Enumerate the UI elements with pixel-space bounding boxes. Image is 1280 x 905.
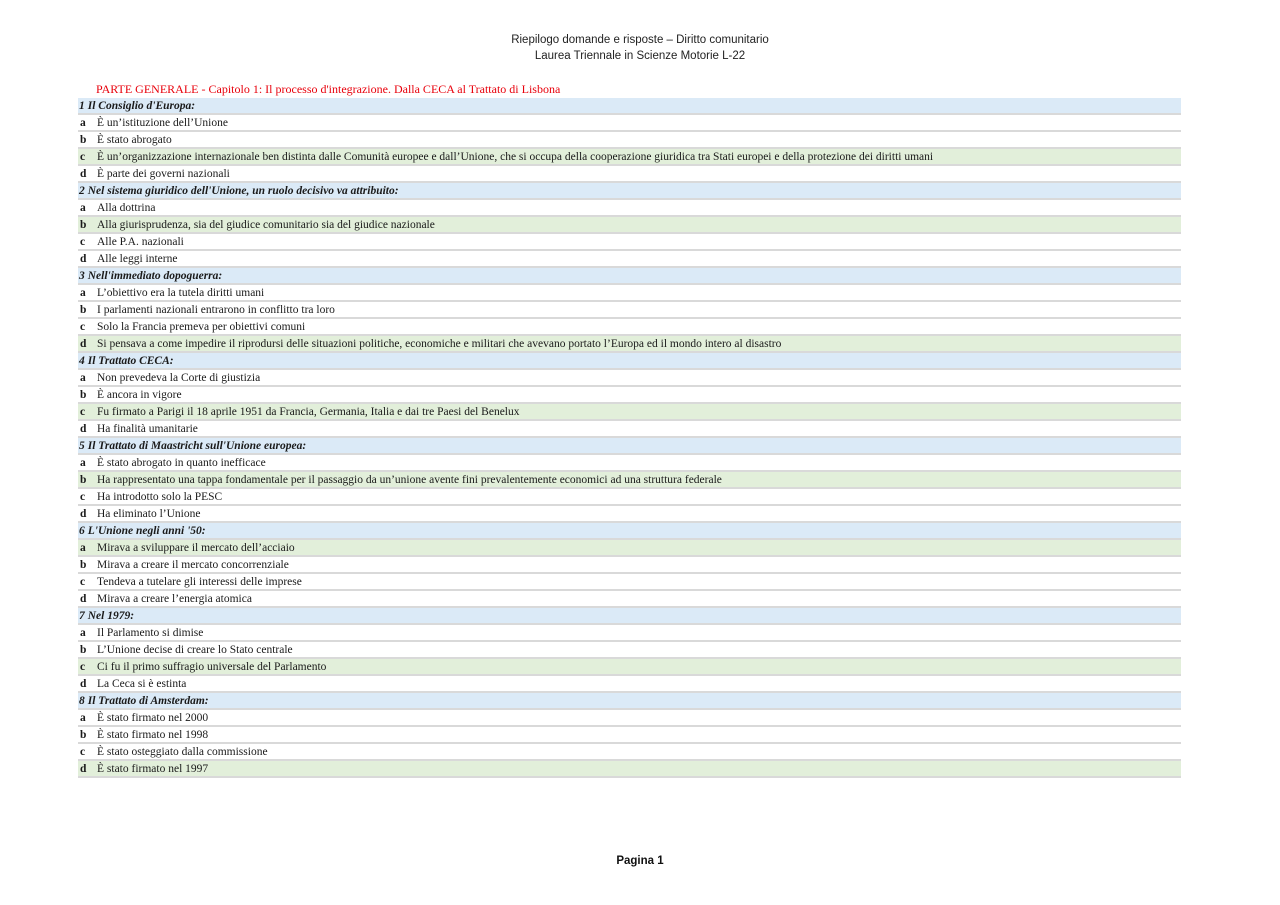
answer-letter: a: [80, 541, 86, 554]
question-number: 2: [79, 184, 85, 197]
question-text: L'Unione negli anni '50:: [87, 524, 206, 537]
question-row: [78, 693, 1181, 710]
answer-letter: d: [80, 167, 87, 180]
answer-row: [78, 489, 1181, 506]
question-text: Il Trattato CECA:: [87, 354, 174, 367]
answer-letter: c: [80, 320, 86, 333]
answer-text: Ha introdotto solo la PESC: [97, 490, 223, 503]
answer-row: [78, 744, 1181, 761]
question-row: [78, 98, 1181, 115]
answer-text: Ha finalità umanitarie: [97, 422, 198, 435]
answer-letter: b: [80, 728, 87, 741]
question-text: Nel sistema giuridico dell'Unione, un ruolo decisivo va attribuito:: [87, 184, 399, 197]
answer-text: L’Unione decise di creare lo Stato centrale: [97, 643, 293, 656]
question-text: Il Trattato di Amsterdam:: [87, 694, 209, 707]
question-text: Il Consiglio d'Europa:: [87, 99, 196, 112]
header-title: Riepilogo domande e risposte – Diritto comunitario: [511, 34, 769, 46]
question-number: 8: [79, 694, 85, 707]
answer-row: [78, 676, 1181, 693]
answer-text: Ha eliminato l’Unione: [97, 507, 201, 520]
answer-letter: c: [80, 660, 86, 673]
answer-text: È un’organizzazione internazionale ben distinta dalle Comunità europee e dall’Unione, che si occupa della cooperazione giuridica tra Stati europei e della protezione dei diritti umani: [97, 150, 934, 163]
answer-row: [78, 591, 1181, 608]
answer-row: [78, 115, 1181, 132]
answer-letter: b: [80, 218, 87, 231]
answer-row: [78, 319, 1181, 336]
answer-letter: d: [80, 252, 87, 265]
answer-row: [78, 421, 1181, 438]
answer-letter: c: [80, 150, 86, 163]
answer-letter: a: [80, 201, 86, 214]
question-row: [78, 268, 1181, 285]
answer-row-correct: [78, 217, 1181, 234]
answer-text: Mirava a sviluppare il mercato dell’acciaio: [97, 541, 295, 554]
answer-text: È stato abrogato: [97, 133, 172, 146]
answer-letter: c: [80, 235, 86, 248]
answer-letter: b: [80, 133, 87, 146]
answer-row: [78, 370, 1181, 387]
answer-row: [78, 625, 1181, 642]
answer-text: I parlamenti nazionali entrarono in conflitto tra loro: [97, 303, 335, 316]
question-number: 6: [79, 524, 85, 537]
answer-text: È stato osteggiato dalla commissione: [97, 745, 268, 758]
answer-text: Alle P.A. nazionali: [97, 235, 184, 248]
answer-row: [78, 251, 1181, 268]
question-text: Nel 1979:: [87, 609, 135, 622]
answer-row: [78, 387, 1181, 404]
answer-row: [78, 574, 1181, 591]
answer-row: [78, 727, 1181, 744]
answer-letter: a: [80, 456, 86, 469]
answer-text: Ci fu il primo suffragio universale del Parlamento: [97, 660, 327, 673]
answer-letter: a: [80, 711, 86, 724]
answer-row-correct: [78, 404, 1181, 421]
answer-letter: a: [80, 116, 86, 129]
page-number: Pagina 1: [616, 855, 664, 867]
answer-letter: d: [80, 337, 87, 350]
answer-row-correct: [78, 540, 1181, 557]
question-row: [78, 608, 1181, 625]
answer-letter: d: [80, 592, 87, 605]
answer-row-correct: [78, 659, 1181, 676]
question-number: 1: [79, 99, 85, 112]
answer-letter: b: [80, 303, 87, 316]
answer-letter: b: [80, 643, 87, 656]
header-subtitle: Laurea Triennale in Scienze Motorie L-22: [534, 50, 746, 62]
section-title: PARTE GENERALE - Capitolo 1: Il processo d'integrazione. Dalla CECA al Trattato di Lisbona: [96, 82, 561, 96]
answer-letter: c: [80, 490, 86, 503]
answer-text: È stato firmato nel 1998: [97, 728, 209, 741]
answer-text: Alle leggi interne: [97, 252, 178, 265]
answer-row-correct: [78, 472, 1181, 489]
answer-text: Fu firmato a Parigi il 18 aprile 1951 da Francia, Germania, Italia e dai tre Paesi del Benelux: [97, 405, 520, 418]
answer-text: La Ceca si è estinta: [97, 677, 187, 690]
answer-row: [78, 132, 1181, 149]
answer-letter: c: [80, 575, 86, 588]
answer-text: Non prevedeva la Corte di giustizia: [97, 371, 261, 384]
question-number: 4: [79, 354, 85, 367]
answer-letter: b: [80, 558, 87, 571]
answer-row: [78, 557, 1181, 574]
question-row: [78, 183, 1181, 200]
question-number: 5: [79, 439, 85, 452]
question-text: Il Trattato di Maastricht sull'Unione europea:: [87, 439, 307, 452]
answer-letter: d: [80, 507, 87, 520]
answer-row: [78, 200, 1181, 217]
answer-row: [78, 285, 1181, 302]
answer-text: L’obiettivo era la tutela diritti umani: [97, 286, 265, 299]
answer-text: È stato abrogato in quanto inefficace: [97, 456, 266, 469]
answer-text: Solo la Francia premeva per obiettivi comuni: [97, 320, 306, 333]
answer-row: [78, 506, 1181, 523]
answer-text: Alla giurisprudenza, sia del giudice comunitario sia del giudice nazionale: [97, 218, 435, 231]
question-row: [78, 438, 1181, 455]
answer-row: [78, 642, 1181, 659]
answer-text: È stato firmato nel 2000: [97, 711, 209, 724]
answer-letter: b: [80, 388, 87, 401]
answer-text: Mirava a creare il mercato concorrenziale: [97, 558, 289, 571]
answer-row: [78, 710, 1181, 727]
answer-text: Tendeva a tutelare gli interessi delle imprese: [97, 575, 302, 588]
answer-row: [78, 455, 1181, 472]
question-text: Nell'immediato dopoguerra:: [87, 269, 223, 282]
answer-letter: a: [80, 286, 86, 299]
answer-letter: a: [80, 371, 86, 384]
answer-row: [78, 166, 1181, 183]
question-row: [78, 353, 1181, 370]
answer-text: Ha rappresentato una tappa fondamentale per il passaggio da un’unione avente fini prevalentemente economici ad una struttura federale: [97, 473, 722, 486]
document-header: [0, 32, 1280, 64]
answer-text: È un’istituzione dell’Unione: [97, 116, 228, 129]
answer-letter: c: [80, 405, 86, 418]
answer-letter: d: [80, 677, 87, 690]
answer-text: Mirava a creare l’energia atomica: [97, 592, 252, 605]
question-list: [78, 98, 1181, 778]
answer-letter: b: [80, 473, 87, 486]
answer-row-correct: [78, 149, 1181, 166]
answer-row-correct: [78, 761, 1181, 778]
answer-letter: a: [80, 626, 86, 639]
answer-text: Il Parlamento si dimise: [97, 626, 204, 639]
answer-row: [78, 234, 1181, 251]
answer-row-correct: [78, 336, 1181, 353]
answer-text: Alla dottrina: [97, 201, 156, 214]
answer-row: [78, 302, 1181, 319]
question-row: [78, 523, 1181, 540]
question-number: 7: [79, 609, 85, 622]
question-number: 3: [79, 269, 85, 282]
answer-text: Si pensava a come impedire il riprodursi delle situazioni politiche, economiche e militari che avevano portato l’Europa ed il mondo intero al disastro: [97, 337, 782, 350]
answer-text: È parte dei governi nazionali: [97, 167, 230, 180]
answer-letter: d: [80, 762, 87, 775]
answer-letter: c: [80, 745, 86, 758]
answer-text: È stato firmato nel 1997: [97, 762, 209, 775]
answer-text: È ancora in vigore: [97, 388, 182, 401]
answer-letter: d: [80, 422, 87, 435]
